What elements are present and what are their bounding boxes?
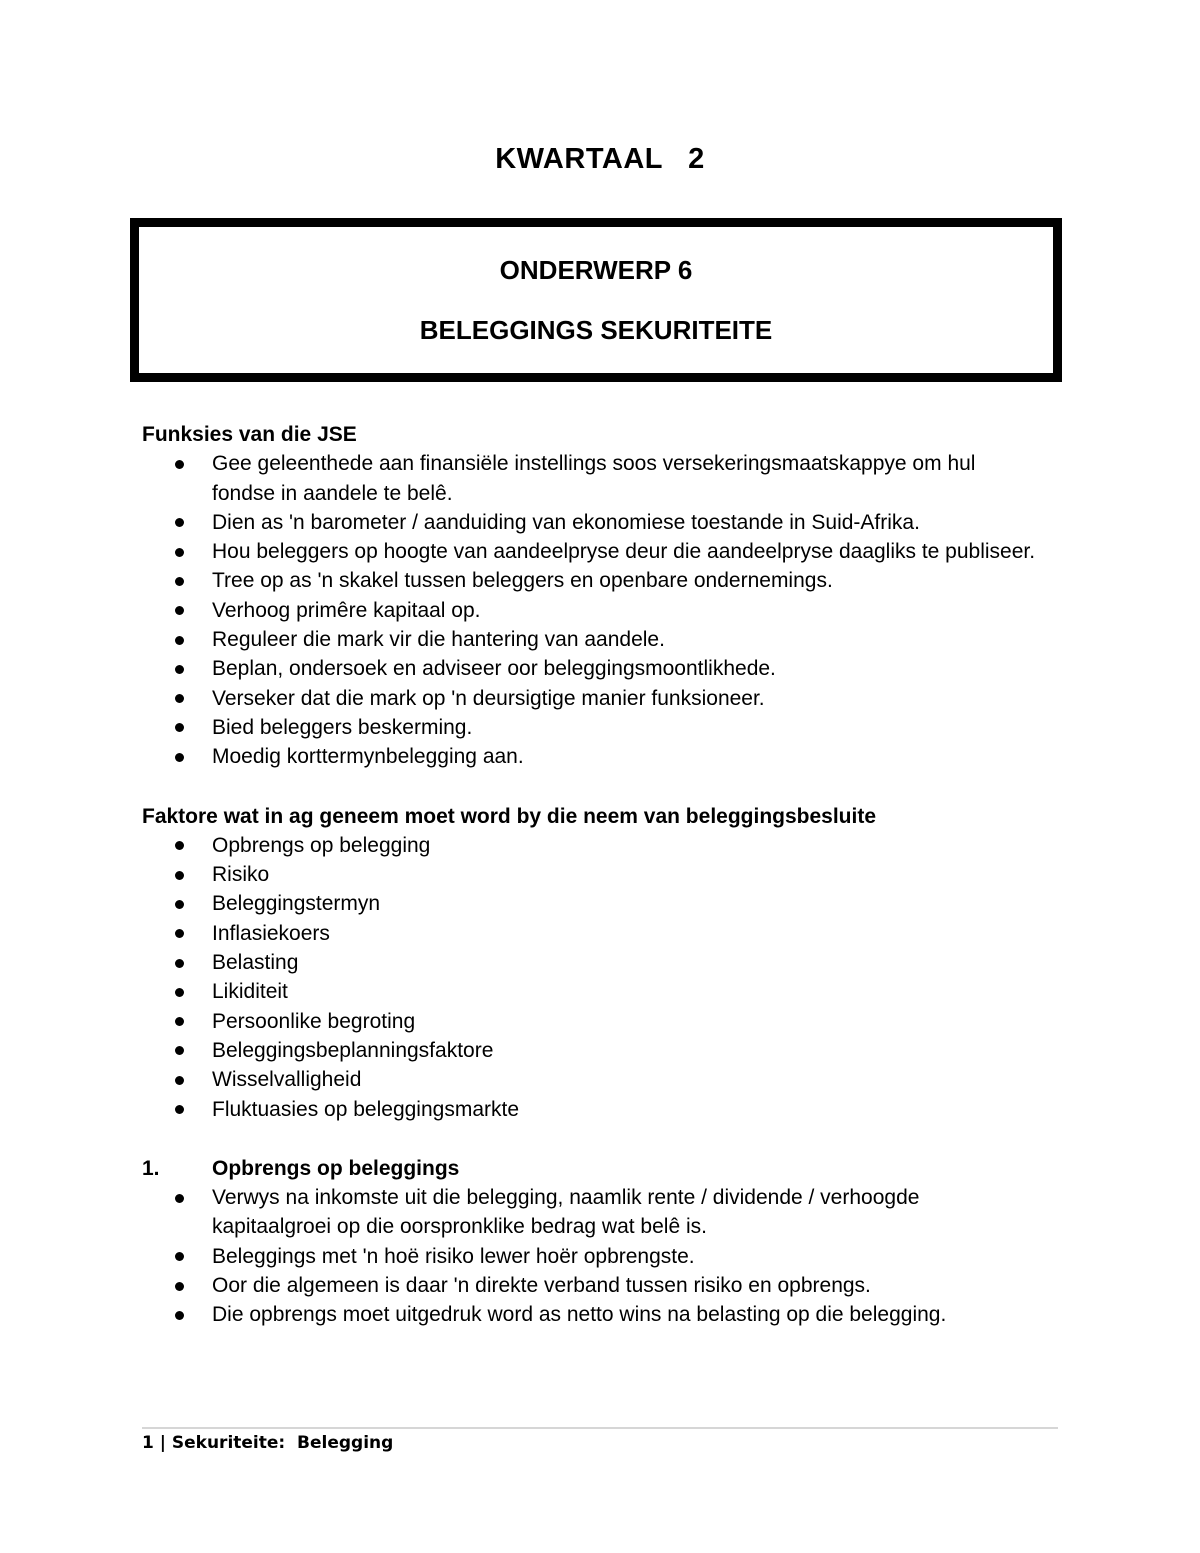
list-item: Beplan, ondersoek en adviseer oor beleggingsmoontlikhede. [142, 654, 1042, 683]
bullet-icon [175, 1017, 184, 1026]
footer-divider [142, 1427, 1058, 1429]
bullet-icon [175, 577, 184, 586]
list-item: Oor die algemeen is daar 'n direkte verband tussen risiko en opbrengs. [142, 1271, 1042, 1300]
bullet-icon [175, 988, 184, 997]
bullet-icon [175, 841, 184, 850]
list-item: Opbrengs op belegging [142, 831, 1042, 860]
list-item: Risiko [142, 860, 1042, 889]
list-item: Belasting [142, 948, 1042, 977]
list-item: Verwys na inkomste uit die belegging, naamlik rente / dividende / verhoogde kapitaalgroei op die oorspronklike bedrag wat belê is. [142, 1183, 1042, 1242]
quarter-title: KWARTAAL 2 [495, 143, 705, 175]
list-item: Beleggingstermyn [142, 889, 1042, 918]
bullet-icon [175, 665, 184, 674]
list-item: Reguleer die mark vir die hantering van aandele. [142, 625, 1042, 654]
bullet-icon [175, 753, 184, 762]
section-heading-investment-factors: Faktore wat in ag geneem moet word by die neem van beleggingsbesluite [142, 804, 877, 828]
section-number: 1. [142, 1156, 160, 1180]
list-item: Bied beleggers beskerming. [142, 713, 1042, 742]
list-item: Likiditeit [142, 977, 1042, 1006]
list-item: Verseker dat die mark op 'n deursigtige manier funksioneer. [142, 684, 1042, 713]
bullet-icon [175, 959, 184, 968]
list-item: Gee geleenthede aan finansiële instellings soos versekeringsmaatskappye om hul fondse in aandele te belê. [142, 449, 1042, 508]
jse-functions-list [142, 449, 1042, 771]
list-item: Inflasiekoers [142, 919, 1042, 948]
bullet-icon [175, 636, 184, 645]
bullet-icon [175, 548, 184, 557]
section-heading-returns [142, 1154, 1042, 1183]
list-item: Wisselvalligheid [142, 1065, 1042, 1094]
section-heading-jse-functions: Funksies van die JSE [142, 423, 357, 446]
bullet-icon [175, 1105, 184, 1114]
bullet-icon [175, 518, 184, 527]
bullet-icon [175, 900, 184, 909]
list-item: Moedig korttermynbelegging aan. [142, 742, 1042, 771]
bullet-icon [175, 871, 184, 880]
topic-number: ONDERWERP 6 [499, 255, 693, 285]
bullet-icon [175, 606, 184, 615]
topic-box [130, 218, 1062, 382]
list-item: Fluktuasies op beleggingsmarkte [142, 1095, 1042, 1124]
list-item: Beleggings met 'n hoë risiko lewer hoër opbrengste. [142, 1242, 1042, 1271]
list-item: Dien as 'n barometer / aanduiding van ekonomiese toestande in Suid-Afrika. [142, 508, 1042, 537]
bullet-icon [175, 1194, 184, 1203]
bullet-icon [175, 1076, 184, 1085]
bullet-icon [175, 1282, 184, 1291]
page-footer: 1 | Sekuriteite: Belegging [142, 1433, 394, 1453]
bullet-icon [175, 723, 184, 732]
list-item: Persoonlike begroting [142, 1007, 1042, 1036]
bullet-icon [175, 694, 184, 703]
bullet-icon [175, 929, 184, 938]
section-title: Opbrengs op beleggings [212, 1156, 460, 1180]
returns-list [142, 1183, 1042, 1329]
list-item: Tree op as 'n skakel tussen beleggers en openbare ondernemings. [142, 566, 1042, 595]
list-item: Beleggingsbeplanningsfaktore [142, 1036, 1042, 1065]
investment-factors-list [142, 831, 1042, 1124]
list-item: Die opbrengs moet uitgedruk word as netto wins na belasting op die belegging. [142, 1300, 1042, 1329]
bullet-icon [175, 460, 184, 469]
list-item: Hou beleggers op hoogte van aandeelpryse deur die aandeelpryse daagliks te publiseer. [142, 537, 1042, 566]
bullet-icon [175, 1311, 184, 1320]
list-item: Verhoog primêre kapitaal op. [142, 596, 1042, 625]
bullet-icon [175, 1046, 184, 1055]
document-body [142, 420, 1042, 1330]
topic-title: BELEGGINGS SEKURITEITE [419, 315, 773, 345]
bullet-icon [175, 1252, 184, 1261]
